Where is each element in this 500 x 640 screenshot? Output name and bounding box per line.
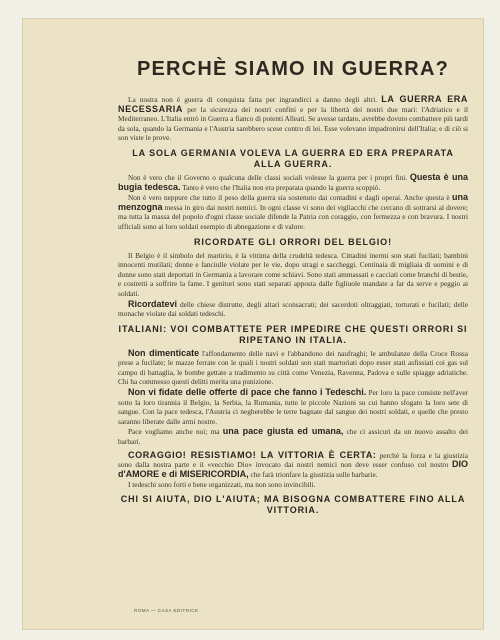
paragraph-2-text-c: Tanto è vero che l'Italia non era preparata quando la guerra scoppiò. xyxy=(180,182,381,192)
paragraph-2 xyxy=(118,173,468,192)
leaflet-content xyxy=(118,58,468,519)
paragraph-6 xyxy=(118,349,468,387)
paragraph-3-emphasis: una menzogna xyxy=(118,192,468,212)
paragraph-1-text-c: per la sicurezza dei nostri confini e per la libertà dei nostri due mari: l'Adriatico e il Mediterraneo. L'Italia entrò in Guerra a fianco di potenti Alleati. Se avesse tardato, avrebbe dovuto combattere più tardi da sola, quando la Germania e l'Austria sarebbero scese contro di lei. Esse volevano impadronirsi dell'Italia; e di ciò si son viste le prove. xyxy=(118,104,468,143)
leaflet-sheet xyxy=(22,18,484,630)
paragraph-8-text-c: che ci assicuri da un nuovo assalto dei barbari. xyxy=(118,427,468,447)
heading-italiani: ITALIANI: VOI COMBATTETE PER IMPEDIRE CHE QUESTI ORRORI SI RIPETANO IN ITALIA. xyxy=(118,323,468,345)
paragraph-1 xyxy=(118,95,468,143)
paragraph-9-text-e: che farà trionfare la giustizia sulle barbarie. xyxy=(248,469,378,479)
paragraph-7-emphasis: Non vi fidate delle offerte di pace che fanno i Tedeschi. xyxy=(128,387,367,398)
paragraph-10: I tedeschi sono forti e bene organizzati, ma non sono invincibili. xyxy=(128,480,316,490)
paragraph-3-text-c: messa in giro dai nostri nemici. In ogni classe vi sono dei vigliacchi che cercano di sottrarsi al dovere; ma tutta la massa del popolo d'ogni classe sociale difende la Patria con coraggio, con fermezza e con bravura. I nostri ufficiali sono ai loro soldati esempio di abnegazione e di valore. xyxy=(118,202,468,231)
paragraph-1-emphasis: LA GUERRA ERA NECESSARIA xyxy=(118,94,468,114)
printer-imprint: ROMA — CASA EDITRICE xyxy=(134,608,199,613)
paragraph-5-emphasis: Ricordatevi xyxy=(128,298,178,309)
paragraph-5 xyxy=(118,300,468,319)
page-title: PERCHÈ SIAMO IN GUERRA? xyxy=(136,58,450,80)
paragraph-7-text-c: Per loro la pace consiste nell'aver sotto la loro tirannia il Belgio, la Serbia, la Rumania, tutte le piccole Nazioni su cui hanno sfogato la loro sete di sangue. Con la pace tedesca, l'Austria ci negherebbe le terre bagnate dal sangue dei nostri soldati, e quelle che presto saranno liberate dalle armi nostre. xyxy=(118,388,468,426)
paragraph-8-emphasis: una pace giusta ed umana, xyxy=(222,426,344,437)
paragraph-8-text-a: Pace vogliamo anche noi; ma xyxy=(128,427,223,437)
paragraph-2-emphasis: Questa è una bugia tedesca. xyxy=(118,171,468,192)
paragraph-7 xyxy=(118,388,468,426)
paragraph-9 xyxy=(118,451,468,480)
paragraph-1-text-a: La nostra non è guerra di conquista fatta per ingrandirci a danno degli altri. xyxy=(128,95,382,104)
closing-slogan: CHI SI AIUTA, DIO L'AIUTA; MA BISOGNA COMBATTERE FINO ALLA VITTORIA. xyxy=(120,494,466,515)
paragraph-8 xyxy=(118,427,468,446)
paragraph-6-text-c: l'affondamento delle navi e l'abbandono dei naufraghi; le ambulanze della Croce Rossa prese a fucilate; le mazze ferrate con le quali i nostri soldati son stati martoriati dopo esser stati asfissiati coi gas sul campo di battaglia, le bombe gettate a tradimento su città come Venezia, Ravenna, Padova e sulle spiagge adriatiche. Chi ha commesso questi delitti merita una punizione. xyxy=(118,348,468,387)
paragraph-9-emphasis: CORAGGIO! RESISTIAMO! LA VITTORIA È CERTA: xyxy=(128,449,377,460)
heading-belgio: RICORDATE GLI ORRORI DEL BELGIO! xyxy=(194,236,392,247)
paragraph-3-text-a: Non è vero neppure che tutto il peso della guerra sia sostenuto dai contadini e dagli operai. Anche questa è xyxy=(128,193,452,203)
paragraph-6-emphasis: Non dimenticate xyxy=(128,347,200,358)
paragraph-9-emphasis-2: DIO d'AMORE e di MISERICORDIA, xyxy=(118,459,468,479)
paragraph-9-text-c: perchè la forza e la giustizia sono dalla nostra parte e il «vecchio Dio» invocato dai nostri nemici non deve esser confuso col nostro xyxy=(118,450,468,470)
paragraph-4: Il Belgio è il simbolo del martirio, è la vittima della crudeltà tedesca. Cittadini inermi son stati fucilati; bambini innocenti mutilati; donne e fanciulle violate per le vie, dopo stragi e saccheggi. Centinaia di migliaia di uomini e di donne sono stati deportati in Germania a lavorare come schiavi. Sono stati ammassati e cacciati come branchi di bestie, e costretti a soffrire la fame. I genitori sono stati separati apposta dalle figliuole mandate a far da serve e peggio ai soldati. xyxy=(118,250,468,298)
paragraph-5-text-c: delle chiese distrutte, degli altari sconsacrati; dei sacerdoti oltraggiati, torturati e fucilati; delle monache violate dai soldati tedeschi. xyxy=(118,299,468,319)
heading-germania: LA SOLA GERMANIA VOLEVA LA GUERRA ED ERA PREPARATA ALLA GUERRA. xyxy=(132,147,454,169)
paragraph-3 xyxy=(118,193,468,231)
paragraph-2-text-a: Non è vero che il Governo o qualcuna delle classi sociali volesse la guerra per i propri fini. xyxy=(128,172,410,182)
